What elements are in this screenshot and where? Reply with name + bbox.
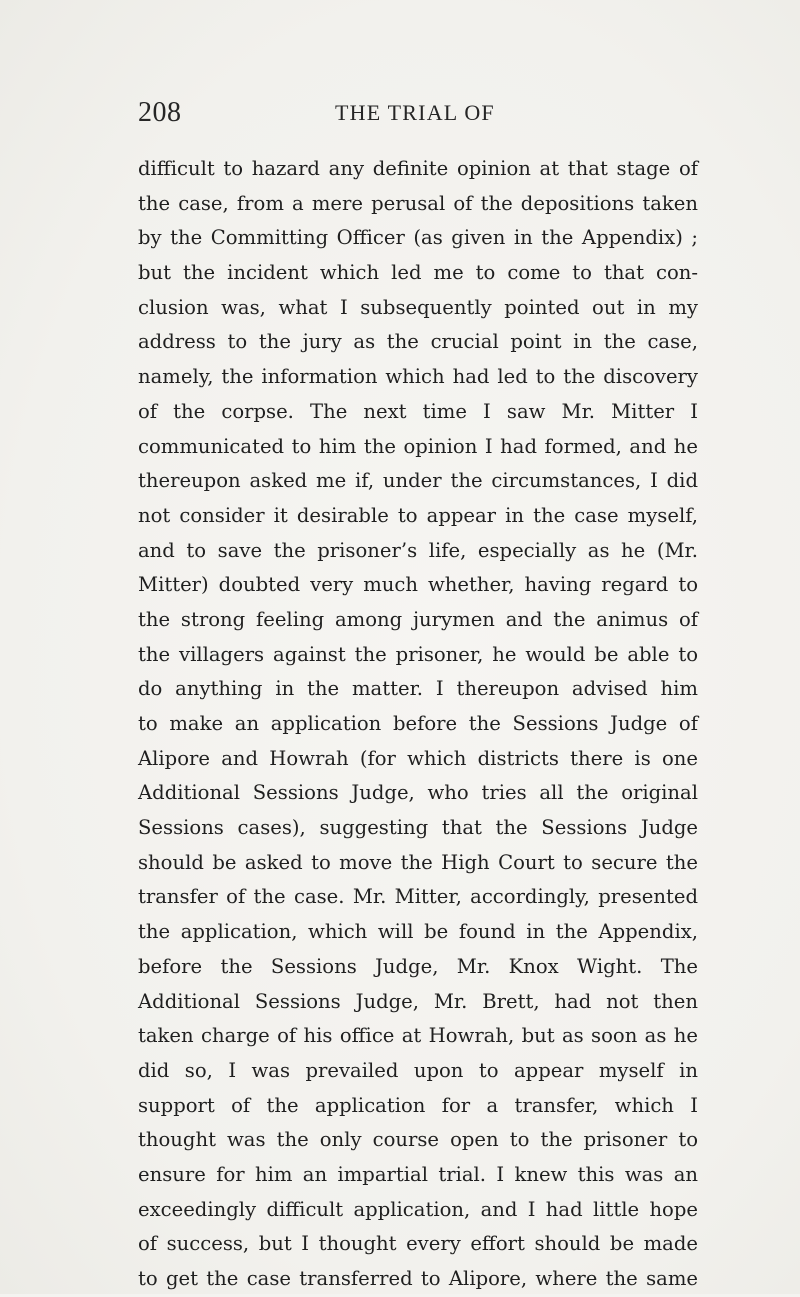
text-line: before the Sessions Judge, Mr. Knox Wight. The bbox=[138, 954, 698, 978]
text-line: but the incident which led me to come to that con- bbox=[138, 261, 698, 285]
text-line: to make an application before the Sessions Judge of bbox=[138, 712, 698, 735]
page-number: 208 bbox=[138, 97, 182, 128]
text-line: address to the jury as the crucial point in the case, bbox=[138, 330, 698, 354]
text-line: should be asked to move the High Court to secure the bbox=[138, 850, 698, 874]
text-line: Mitter) doubted very much whether, having regard to bbox=[138, 573, 698, 597]
text-line: clusion was, what I subsequently pointed out in my bbox=[138, 295, 698, 319]
text-line: taken charge of his office at Howrah, but as soon as he bbox=[138, 1024, 698, 1048]
text-line: the strong feeling among jurymen and the animus of bbox=[138, 607, 698, 631]
text-line: thought was the only course open to the prisoner to bbox=[138, 1128, 698, 1152]
text-line: the villagers against the prisoner, he would be able to bbox=[138, 642, 698, 666]
text-line: by the Committing Officer (as given in the Appendix) ; bbox=[138, 226, 698, 250]
text-line: exceedingly difficult application, and I had little hope bbox=[138, 1197, 698, 1221]
text-line: namely, the information which had led to the discovery bbox=[138, 365, 698, 389]
text-line: not consider it desirable to appear in the case myself, bbox=[138, 503, 698, 527]
text-line: communicated to him the opinion I had formed, and he bbox=[138, 434, 698, 458]
text-line: difficult to hazard any definite opinion at that stage of bbox=[138, 157, 698, 180]
text-line: thereupon asked me if, under the circumstances, I did bbox=[138, 469, 698, 493]
text-line: of the corpse. The next time I saw Mr. Mitter I bbox=[138, 399, 698, 423]
text-line: Sessions cases), suggesting that the Sessions Judge bbox=[138, 816, 698, 840]
text-line: to get the case transferred to Alipore, where the same bbox=[138, 1267, 698, 1290]
text-line: transfer of the case. Mr. Mitter, accordingly, presented bbox=[138, 885, 698, 909]
text-line: Alipore and Howrah (for which districts there is one bbox=[138, 746, 698, 770]
text-line: Additional Sessions Judge, Mr. Brett, had not then bbox=[138, 989, 698, 1013]
text-line: and to save the prisoner’s life, especially as he (Mr. bbox=[138, 538, 698, 562]
text-line: the case, from a mere perusal of the depositions taken bbox=[138, 191, 698, 215]
text-line: Additional Sessions Judge, who tries all the original bbox=[138, 781, 698, 805]
body-text bbox=[138, 152, 698, 1297]
running-head: THE TRIAL OF bbox=[335, 100, 495, 125]
text-line: do anything in the matter. I thereupon advised him bbox=[138, 677, 698, 701]
text-line: ensure for him an impartial trial. I knew this was an bbox=[138, 1162, 698, 1186]
text-line: the application, which will be found in the Appendix, bbox=[138, 920, 698, 944]
text-line: support of the application for a transfer, which I bbox=[138, 1093, 698, 1117]
text-line: of success, but I thought every effort should be made bbox=[138, 1232, 698, 1256]
text-line: did so, I was prevailed upon to appear myself in bbox=[138, 1058, 698, 1082]
